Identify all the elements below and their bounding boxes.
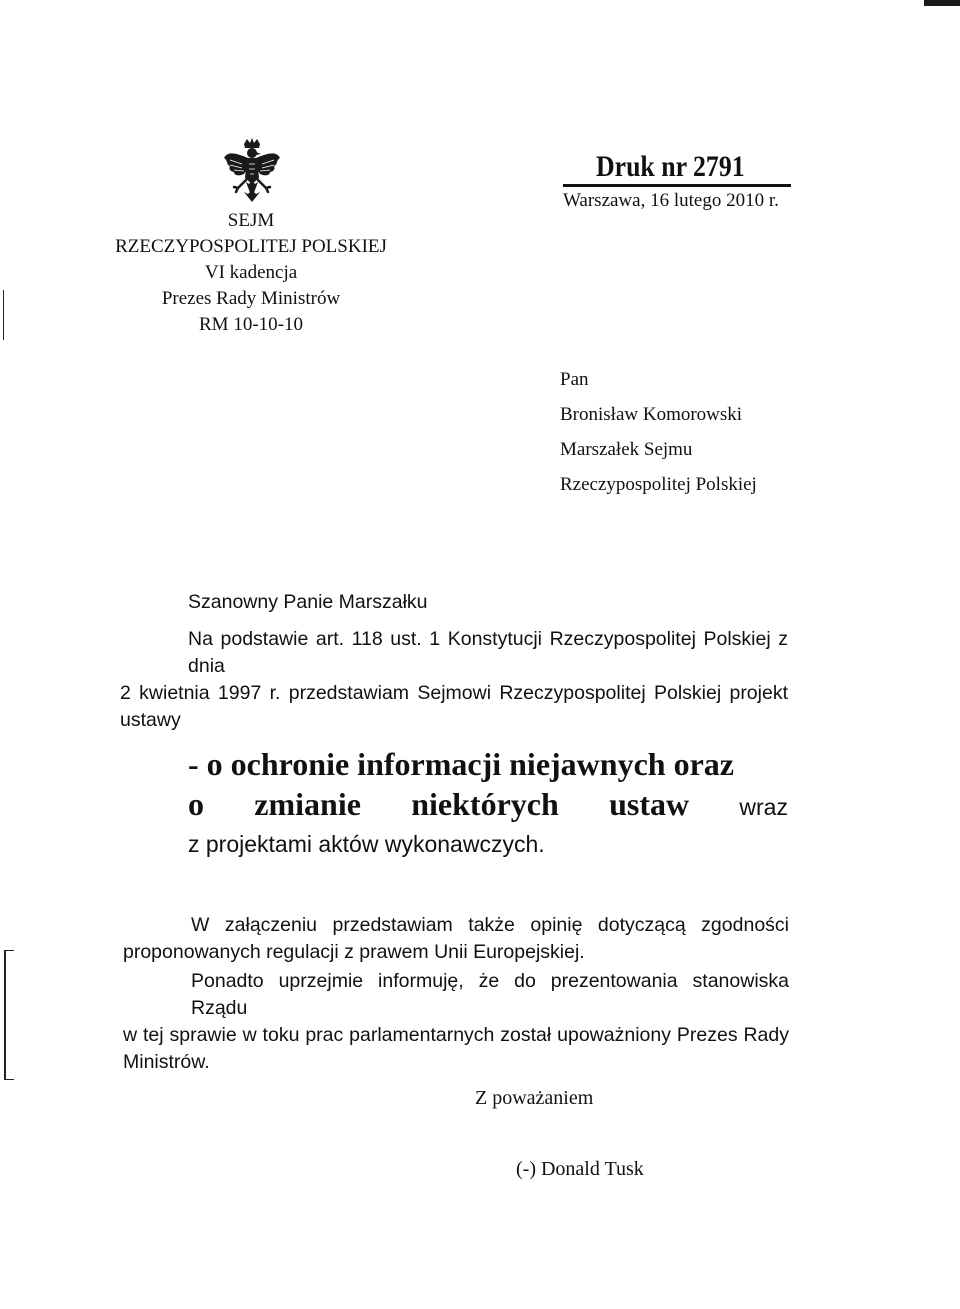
signature: (-) Donald Tusk [516, 1158, 644, 1180]
paragraph-line: ustawy [120, 709, 181, 731]
scan-margin-bracket [4, 950, 14, 1080]
addressee-line: Rzeczypospolitej Polskiej [560, 474, 757, 495]
sender-line: RM 10-10-10 [199, 314, 303, 335]
paragraph-line: W załączeniu przedstawiam także opinię dotyczącą zgodności [191, 914, 789, 936]
paragraph-intro [120, 626, 788, 734]
addressee-line: Marszałek Sejmu [560, 439, 693, 460]
print-number-underline [563, 184, 791, 187]
sender-line: VI kadencja [204, 262, 298, 283]
eagle-emblem-icon [222, 138, 282, 208]
paragraph-line: proponowanych regulacji z prawem Unii Europejskiej. [123, 941, 585, 963]
paragraph-line: 2 kwietnia 1997 r. przedstawiam Sejmowi Rzeczypospolitej Polskiej projekt [120, 682, 788, 704]
print-number: Druk nr 2791 [596, 150, 745, 183]
scan-margin-mark [3, 290, 10, 340]
addressee-block [560, 362, 757, 502]
bill-title-word: ustaw [609, 786, 690, 822]
addressee-line: Pan [560, 369, 589, 390]
bill-title-word: o [188, 786, 204, 822]
bill-title-word: niektórych [411, 786, 559, 822]
addressee-line: Bronisław Komorowski [560, 404, 743, 425]
paragraph-line: Ponadto uprzejmie informuję, że do prezentowania stanowiska Rządu [191, 970, 789, 1019]
bill-title-line [188, 784, 788, 827]
sender-block [95, 208, 407, 338]
paragraph-authorization [123, 968, 789, 1076]
paragraph-attachment [123, 912, 789, 966]
bill-title-line: z projektami aktów wykonawczych. [188, 831, 545, 857]
sender-line: Prezes Rady Ministrów [161, 288, 341, 309]
salutation: Szanowny Panie Marszałku [188, 591, 428, 613]
bill-title-line: - o ochronie informacji niejawnych oraz [188, 746, 734, 782]
bill-title-word: zmianie [254, 786, 361, 822]
bill-title [188, 744, 788, 859]
paragraph-line: Ministrów. [123, 1051, 210, 1073]
sender-line: RZECZYPOSPOLITEJ POLSKIEJ [115, 236, 387, 257]
sender-line: SEJM [227, 210, 275, 231]
closing: Z poważaniem [475, 1087, 594, 1109]
bill-title-word: wraz [739, 794, 788, 820]
scan-corner-mark [924, 0, 960, 6]
paragraph-line: Na podstawie art. 118 ust. 1 Konstytucji Rzeczypospolitej Polskiej z dnia [188, 628, 788, 677]
paragraph-line: w tej sprawie w toku prac parlamentarnych został upoważniony Prezes Rady [123, 1024, 789, 1046]
place-date: Warszawa, 16 lutego 2010 r. [563, 190, 779, 211]
